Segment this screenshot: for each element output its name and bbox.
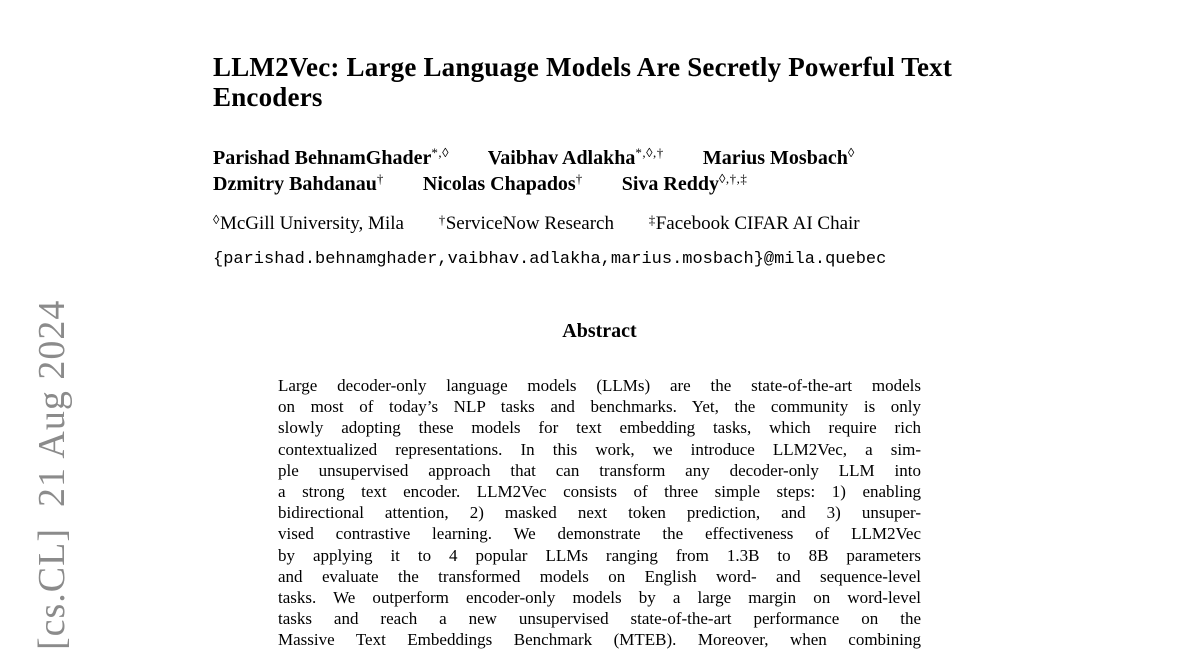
author-reddy: [622, 173, 748, 195]
author-bahdanau: [213, 173, 384, 195]
abstract-line: bidirectional attention, 2) masked next token prediction, and 3) unsuper-: [278, 503, 921, 523]
author-affiliation-marks: *,◊,†: [635, 145, 664, 160]
author-chapados: [423, 173, 583, 195]
abstract-line: by applying it to 4 popular LLMs ranging from 1.3B to 8B parameters: [278, 545, 921, 565]
abstract-heading: Abstract: [562, 320, 637, 342]
affiliation-name: McGill University, Mila: [219, 213, 404, 234]
abstract-line: tasks. We outperform encoder-only models by a large margin on word-level: [278, 588, 921, 608]
affiliation-marker: ◊: [213, 212, 220, 227]
affiliation-servicenow: [439, 213, 614, 234]
affiliation-name: Facebook CIFAR AI Chair: [655, 213, 860, 234]
abstract-line: Large decoder-only language models (LLMs) are the state-of-the-art models: [278, 376, 921, 395]
abstract-line: on most of today’s NLP tasks and benchmarks. Yet, the community is only: [278, 397, 921, 417]
author-name: Dzmitry Bahdanau: [213, 173, 377, 195]
abstract-line: contextualized representations. In this work, we introduce LLM2Vec, a sim-: [278, 439, 921, 459]
affiliation-name: ServiceNow Research: [445, 213, 614, 234]
author-affiliation-marks: †: [575, 171, 583, 186]
abstract-line: and evaluate the transformed models on English word- and sequence-level: [278, 566, 921, 586]
abstract-line: tasks and reach a new unsupervised state-of-the-art performance on the: [278, 609, 921, 629]
abstract-line: vised contrastive learning. We demonstrate the effectiveness of LLM2Vec: [278, 524, 921, 544]
affiliation-line: [213, 212, 1003, 237]
abstract-section: [278, 318, 921, 651]
author-name: Vaibhav Adlakha: [487, 147, 636, 169]
affiliation-mcgill: [213, 213, 404, 234]
paper-title-line1: LLM2Vec: Large Language Models Are Secretly Powerful Text: [213, 52, 953, 82]
affiliation-marker: ‡: [648, 212, 656, 227]
abstract-body: [278, 375, 921, 651]
abstract-line: a strong text encoder. LLM2Vec consists of three simple steps: 1) enabling: [278, 482, 921, 502]
abstract-line: ple unsupervised approach that can transform any decoder-only LLM into: [278, 460, 921, 480]
contact-email: {parishad.behnamghader,vaibhav.adlakha,marius.mosbach}@mila.quebec: [213, 250, 887, 269]
author-adlakha: [488, 147, 664, 169]
author-row-2: [213, 172, 1003, 198]
paper-title-line2: Encoders: [213, 82, 323, 112]
author-name: Parishad BehnamGhader: [213, 147, 432, 169]
author-behnamghader: [213, 147, 449, 169]
author-row-1: [213, 146, 1003, 172]
author-name: Siva Reddy: [621, 173, 719, 195]
author-affiliation-marks: ◊: [847, 145, 855, 160]
paper-page: [213, 0, 1003, 651]
affiliation-marker: †: [438, 212, 446, 227]
author-name: Marius Mosbach: [702, 147, 848, 169]
author-affiliation-marks: *,◊: [431, 145, 450, 160]
author-affiliation-marks: ◊,†,‡: [718, 171, 748, 186]
affiliation-facebook-cifar: [649, 213, 860, 234]
paper-title: [213, 52, 1003, 112]
author-block: [213, 146, 1003, 198]
author-mosbach: [703, 147, 855, 169]
author-name: Nicolas Chapados: [422, 173, 576, 195]
abstract-line: Massive Text Embeddings Benchmark (MTEB). Moreover, when combining: [278, 630, 921, 650]
arxiv-watermark: [cs.CL] 21 Aug 2024: [31, 299, 73, 650]
author-affiliation-marks: †: [376, 171, 384, 186]
abstract-line: slowly adopting these models for text embedding tasks, which require rich: [278, 418, 921, 438]
